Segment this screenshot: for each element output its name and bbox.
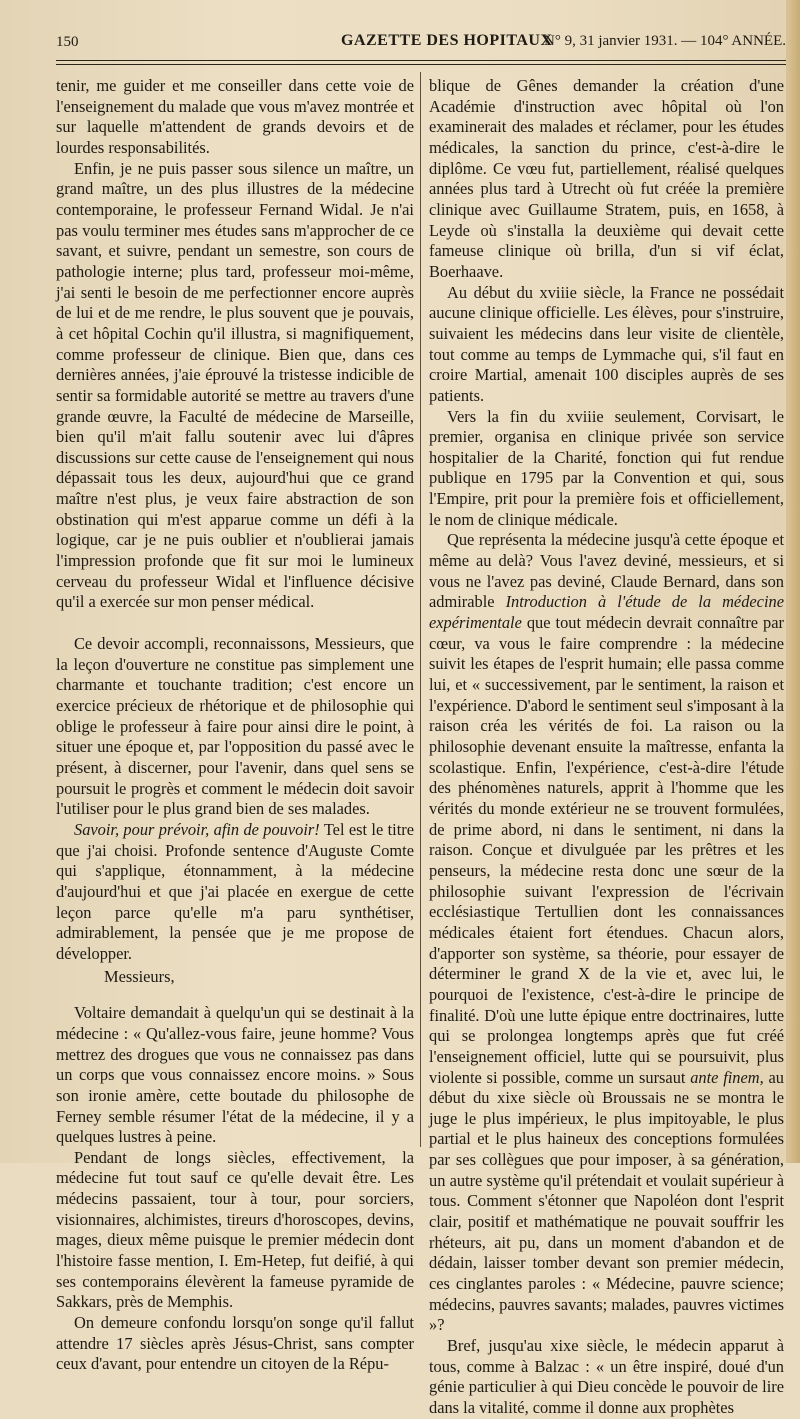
paragraph-text: Que représenta la médecine jusqu'à cette époque et même au delà? Vous l'avez deviné, messieurs, et si vous ne l'avez pas deviné, Claude Bernard, dans son admirable xyxy=(429,530,784,612)
paragraph: Ce devoir accompli, reconnaissons, Messieurs, que la leçon d'ouverture ne constitue pas simplement une charmante et touchante tradition; c'est encore un exercice précieux de rhétorique et de philosophie qui oblige le professeur à faire pour ainsi dire le point, à situer une époque et, par l'opposition du passé avec le présent, à discerner, pour l'avenir, dans quel sens se poursuit le progrès et comment le médecin doit savoir l'utiliser pour le plus grand bien de ses malades. xyxy=(56,634,414,819)
paragraph: Pendant de longs siècles, effectivement, la médecine fut tout sauf ce qu'elle devait être. Les médecins passaient, tour à tour, pour sorciers, visionnaires, alchimistes, tireurs d'horoscopes, devins, mages, dieux même puisque le premier médecin dont l'histoire fasse mention, I. Em-Hetep, fut deifié, à qui ses contemporains élevèrent la fameuse pyramide de Sakkars, près de Memphis. xyxy=(56,1147,414,1312)
paragraph: Voltaire demandait à quelqu'un qui se destinait à la médecine : « Qu'allez-vous faire, jeune homme? Vous mettrez des drogues que vous ne connaissez pas dans un corps que vous connaissez encore moins. » Sous son ironie amère, cette boutade du philosophe de Ferney semble résumer l'état de la médecine, il y a quelques lustres à peine. xyxy=(56,1003,414,1147)
paragraph: Vers la fin du xviiie seulement, Corvisart, le premier, organisa en clinique privée son service hospitalier de la Charité, fonction qui fut rendue publique en 1795 par la Convention et qui, sous l'Empire, prit pour la première fois et officiellement, le nom de clinique médicale. xyxy=(429,406,784,529)
paragraph-claude-bernard xyxy=(429,530,784,1336)
paragraph: tenir, me guider et me conseiller dans cette voie de l'enseignement du malade que vous m'avez montrée et sur laquelle m'attendent de grands devoirs et de lourdes responsabilités. xyxy=(56,76,414,157)
paragraph-text: au début du xixe siècle où Broussais ne se montra le juge le plus impérieux, le plus impitoyable, le plus partial et le plus haineux des conceptions formulées par ses collègues que pour imposer, à sa génération, un autre système qu'il prétendait et voulait supérieur à tous. Comment s'étonner que Napoléon dont l'esprit clair, positif et mathématique ne pouvait souffrir les rhéteurs, ait pu, dans un moment d'abandon et de dédain, laisser tomber devant son premier médecin, ces cinglantes paroles : « Médecine, pauvre science; médecins, pauvres savants; malades, pauvres victimes »? xyxy=(429,1067,784,1335)
right-column xyxy=(429,76,784,1419)
paragraph: Au début du xviiie siècle, la France ne possédait aucune clinique officielle. Les élèves, pour s'instruire, suivaient les médecins dans leur visite de clientèle, tout comme au temps de Lymmache qui, s'il faut en croire Martial, amenait 100 disciples auprès de ses patients. xyxy=(429,282,784,405)
header-rule xyxy=(56,60,786,61)
left-column xyxy=(56,76,414,1375)
page-header xyxy=(56,32,786,54)
header-rule-double xyxy=(56,64,786,65)
book-title: Introduction à l'étude de la médecine expérimentale xyxy=(429,592,784,633)
salutation: Messieurs, xyxy=(104,966,175,986)
paragraph-text: Tel est le titre que j'ai choisi. Profonde sentence d'Auguste Comte qui s'applique, étonnamment, à la médecine d'aujourd'hui et que j'ai placée en exergue de cette leçon parce qu'elle m'a paru synthétiser, admirablement, la pensée que je me propose de développer. xyxy=(56,819,414,963)
paragraph: On demeure confondu lorsqu'on songe qu'il fallut attendre 17 siècles après Jésus-Christ, sans compter ceux d'avant, pour entendre un citoyen de la Répu- xyxy=(56,1313,414,1374)
journal-title: GAZETTE DES HOPITAUX xyxy=(341,32,553,49)
quote-savoir: Savoir, pour prévoir, afin de pouvoir! xyxy=(74,819,320,839)
paragraph: blique de Gênes demander la création d'une Académie d'instruction avec hôpital où l'on examinerait des malades et réclamer, pour les études médicales, la sanction du prince, c'est-à-dire le diplôme. Ce vœu fut, partiellement, réalisé quelques années plus tard à Utrecht où fut créée la première clinique avec Guillaume Stratem, puis, en 1658, à Leyde où s'installa la deuxième qui devait cette fameuse clinique où brilla, d'un si vif éclat, Boerhaave. xyxy=(429,76,784,281)
paragraph-text: que tout médecin devrait connaître par cœur, va vous le faire comprendre : la médecine suivit les étapes de l'esprit humain; elle passa comme lui, et « successivement, par le sentiment, la raison et l'expérience. D'abord le sentiment seul s'imposant à la raison créa les vérités de foi. La raison ou la philosophie devenant ensuite la maîtresse, enfanta la scolastique. Enfin, l'expérience, c'est-à-dire l'étude des phénomènes naturels, apprit à l'homme que les vérités du monde extérieur ne se trouvent formulées, de prime abord, ni dans le sentiment, ni dans la raison. Conçue et divulguée par les prêtres et les penseurs, la médecine resta donc une sœur de la philosophie suivant l'expression de l'écrivain ecclésiastique Tertullien dont les connaissances médicales étaient fort étendues. Chacun alors, d'apporter son système, sa théorie, pour essayer de déterminer le grand X de la vie et, avec lui, le pourquoi de l'existence, c'est-à-dire le principe de finalité. D'où une lutte épique entre doctrinaires, lutte qui se prolongea longtemps après que fut créé l'enseignement officiel, lutte qui se poursuivit, plus violente si possible, comme un sursaut xyxy=(429,613,784,1087)
page-number: 150 xyxy=(56,34,79,50)
paragraph: Enfin, je ne puis passer sous silence un maître, un grand maître, un des plus illustres de la médecine contemporaine, le professeur Fernand Widal. Je n'ai pas voulu terminer mes études sans m'approcher de ce savant, et suivre, pendant un semestre, son cours de pathologie interne; plus tard, professeur moi-même, j'ai senti le besoin de me perfectionner encore auprès de lui et de me rendre, le plus souvent que je pouvais, à cet hôpital Cochin qu'il illustra, si magnifiquement, comme professeur de clinique. Bien que, dans ces dernières années, j'aie éprouvé la tristesse indicible de sentir sa formidable autorité se mettre au travers d'une grande œuvre, la Faculté de médecine de Marseille, bien qu'il m'ait fallu soutenir avec lui d'âpres discussions sur cette cause de l'enseignement qui nous dépassait tous les deux, aujourd'hui que ce grand maître n'est plus, je veux faire abstraction de son obstination qui m'est apparue comme un défi à la logique, car je ne puis oublier et n'oublierai jamais l'impression profonde que fit sur moi le lumineux cerveau du professeur Widal et l'influence décisive qu'il a exercée sur mon penser médical. xyxy=(56,158,414,612)
page-binding-edge xyxy=(786,0,800,1163)
latin-phrase: ante finem, xyxy=(690,1067,764,1087)
column-divider xyxy=(420,72,421,1147)
paragraph: Bref, jusqu'au xixe siècle, le médecin apparut à tous, comme à Balzac : « un être inspiré, doué d'un génie particulier à qui Dieu concède le pouvoir de lire dans la vitalité, comme il donne aux prophètes xyxy=(429,1336,784,1417)
paragraph-quote-title xyxy=(56,820,414,965)
issue-info: N° 9, 31 janvier 1931. — 104° ANNÉE. xyxy=(544,33,786,49)
